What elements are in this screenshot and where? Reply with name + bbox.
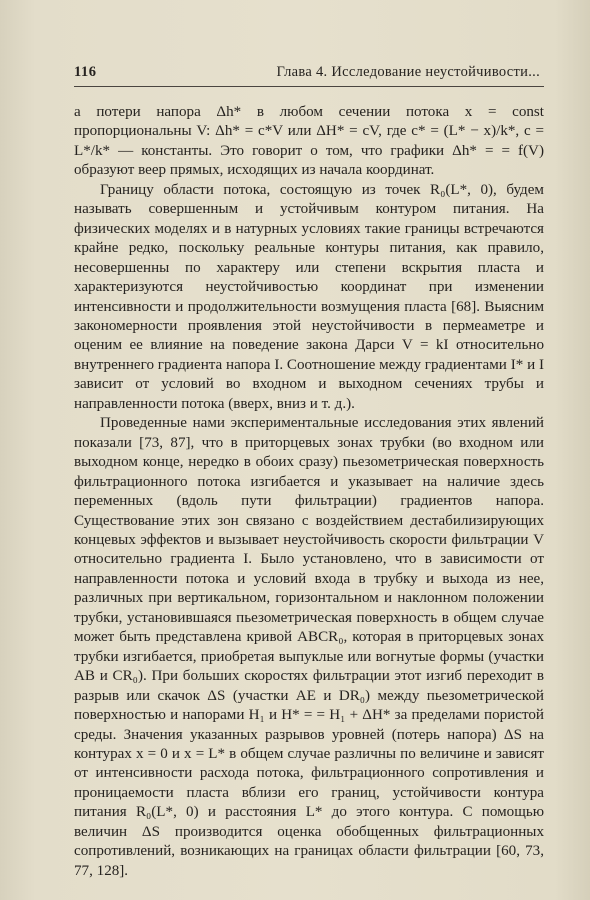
paragraph-continuation: а потери напора Δh* в любом сечении потока x = const пропорциональны V: Δh* = c*V или ΔH* = cV, где c* = (L* − x)/k*, c = L*/k* — константы. Это говорит о том, что графики Δh* = = f(V) образуют веер прямых, исходящих из начала координат.: [74, 104, 544, 179]
paragraph-experiments: Проведенные нами экспериментальные исследования этих явлений показали [73, 87], что в приторцевых зонах трубки (во входном или выходном конце, нередко в обоих сразу) пьезометрическая поверхность фильтрационного потока изгибается и указывает на наличие здесь переменных (вдоль пути фильтрации) градиентов напора. Существование этих зон связано с воздействием дестабилизирующих концевых эффектов и вызывает неустойчивость скорости фильтрации V относительно градиента I. Было установлено, что в зависимости от направленности потока и условий входа в трубку и выхода из нее, различных при вертикальном, горизонтальном и наклонном положении трубки, установившаяся пьезометрическая поверхность в общем случае может быть представлена кривой ABCR₀, которая в приторцевых зонах трубки изгибается, приобретая выпуклые или вогнутые формы (участки AB и CR₀). При больших скоростях фильтрации этот изгиб переходит в разрыв или скачок ΔS (участки AE и DR₀) между пьезометрической поверхностью и напорами H₁ и H* = = H₁ + ΔH* за пределами пористой среды. Значения указанных разрывов уровней (потерь напора) ΔS на контурах x = 0 и x = L* в общем случае различны по величине и зависят от интенсивности расхода потока, фильтрационного сопротивления и проницаемости пласта вблизи его границ, устойчивости контура питания R₀(L*, 0) и расстояния L* до этого контура. С помощью величин ΔS производится оценка обобщенных фильтрационных сопротивлений, возникающих на границах области фильтрации [60, 73, 77, 128].: [74, 415, 544, 879]
page-header: [74, 62, 544, 87]
page-number: 116: [74, 64, 97, 80]
running-head: Глава 4. Исследование неустойчивости...: [276, 64, 540, 80]
page-body: [74, 103, 544, 881]
paragraph-feed-contour: Границу области потока, состоящую из точек R₀(L*, 0), будем называть совершенным и устойчивым контуром питания. На физических моделях и в натурных условиях такие границы встречаются крайне редко, поскольку реальные контуры питания, как правило, несовершенны по характеру или степени вскрытия пласта и характеризуются неустойчивостью координат при изменении интенсивности и продолжительности возмущения пласта [68]. Выясним закономерности проявления этой неустойчивости в пермеаметре и оценим ее влияние на поведение закона Дарси V = kI относительно внутреннего градиента напора I. Соотношение между градиентами I* и I зависит от условий во входном и выходном сечениях трубы и направленности потока (вверх, вниз и т. д.).: [74, 181, 544, 412]
